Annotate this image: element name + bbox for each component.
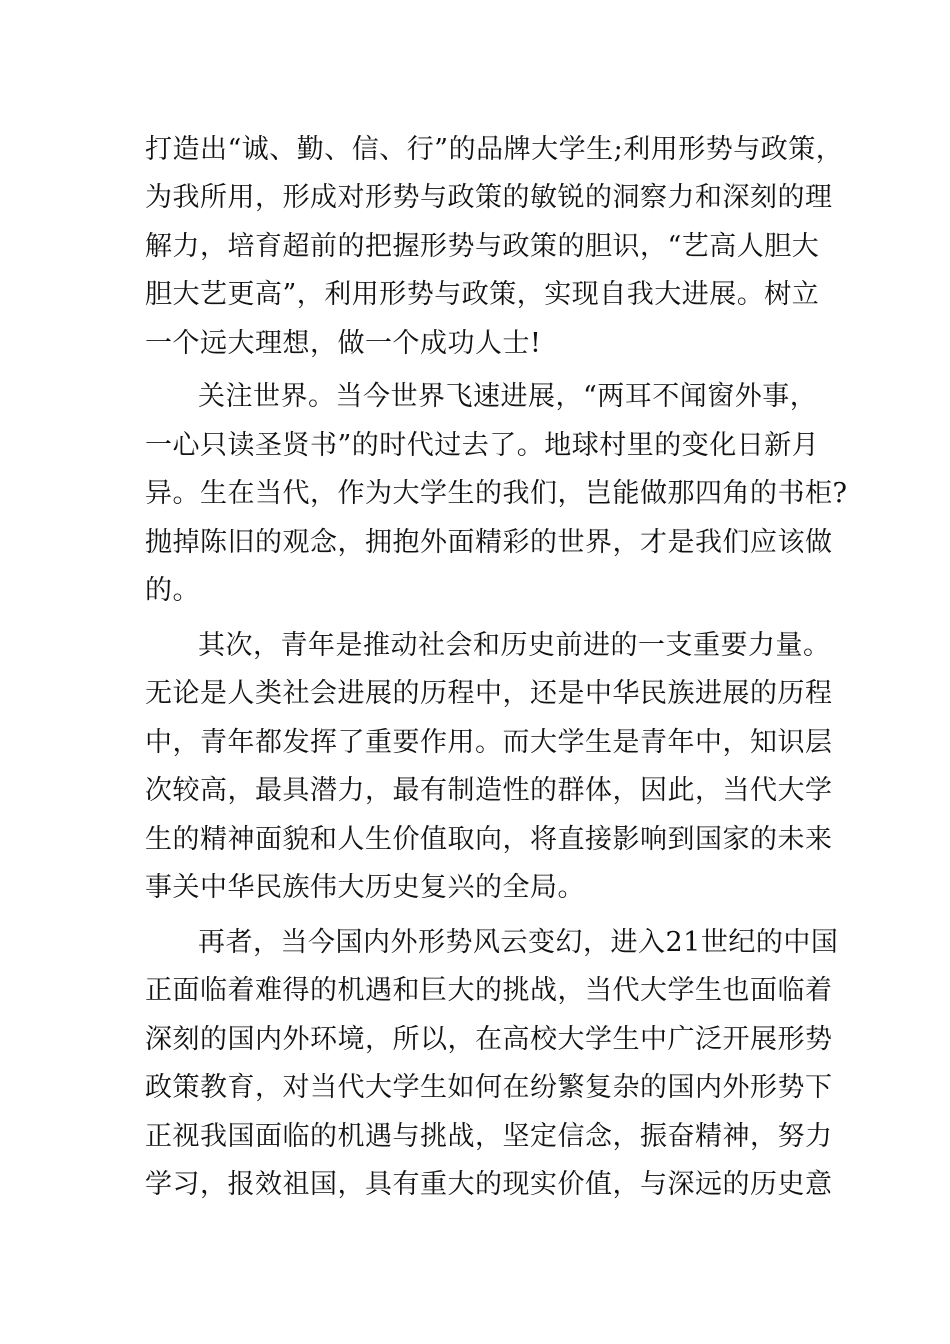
text-line: 一个远大理想，做一个成功人士!: [145, 328, 542, 359]
text-line: 异。生在当代，作为大学生的我们，岂能做那四角的书柜?: [145, 478, 848, 509]
text-line: 深刻的国内外环境，所以，在高校大学生中广泛开展形势: [145, 1024, 833, 1055]
text-line: 为我所用，形成对形势与政策的敏锐的洞察力和深刻的理: [145, 182, 833, 213]
text-line: 次较高，最具潜力，最有制造性的群体，因此，当代大学: [145, 775, 833, 806]
text-line: 解力，培育超前的把握形势与政策的胆识，“艺高人胆大: [145, 231, 820, 262]
text-line: 中，青年都发挥了重要作用。而大学生是青年中，知识层: [145, 727, 833, 758]
text-line: 打造出“诚、勤、信、行”的品牌大学生;利用形势与政策，: [145, 134, 844, 165]
text-line: 事关中华民族伟大历史复兴的全局。: [145, 872, 585, 903]
text-line: 生的精神面貌和人生价值取向，将直接影响到国家的未来: [145, 824, 833, 855]
text-line: 政策教育，对当代大学生如何在纷繁复杂的国内外形势下: [145, 1072, 833, 1103]
text-line: 的。: [145, 575, 200, 606]
text-line: 无论是人类社会进展的历程中，还是中华民族进展的历程: [145, 678, 833, 709]
paragraph-first-line: 再者，当今国内外形势风云变幻，进入21世纪的中国: [198, 927, 839, 958]
text-line: 一心只读圣贤书”的时代过去了。地球村里的变化日新月: [145, 430, 820, 461]
text-line: 抛掉陈旧的观念，拥抱外面精彩的世界，才是我们应该做: [145, 527, 833, 558]
text-line: 学习，报效祖国，具有重大的现实价值，与深远的历史意: [145, 1169, 833, 1200]
text-line: 正面临着难得的机遇和巨大的挑战，当代大学生也面临着: [145, 975, 833, 1006]
text-line: 正视我国面临的机遇与挑战，坚定信念，振奋精神，努力: [145, 1121, 833, 1152]
paragraph-first-line: 关注世界。当今世界飞速进展，“两耳不闻窗外事，: [198, 381, 818, 412]
paragraph-first-line: 其次，青年是推动社会和历史前进的一支重要力量。: [198, 630, 831, 661]
text-line: 胆大艺更高”，利用形势与政策，实现自我大进展。树立: [145, 279, 820, 310]
